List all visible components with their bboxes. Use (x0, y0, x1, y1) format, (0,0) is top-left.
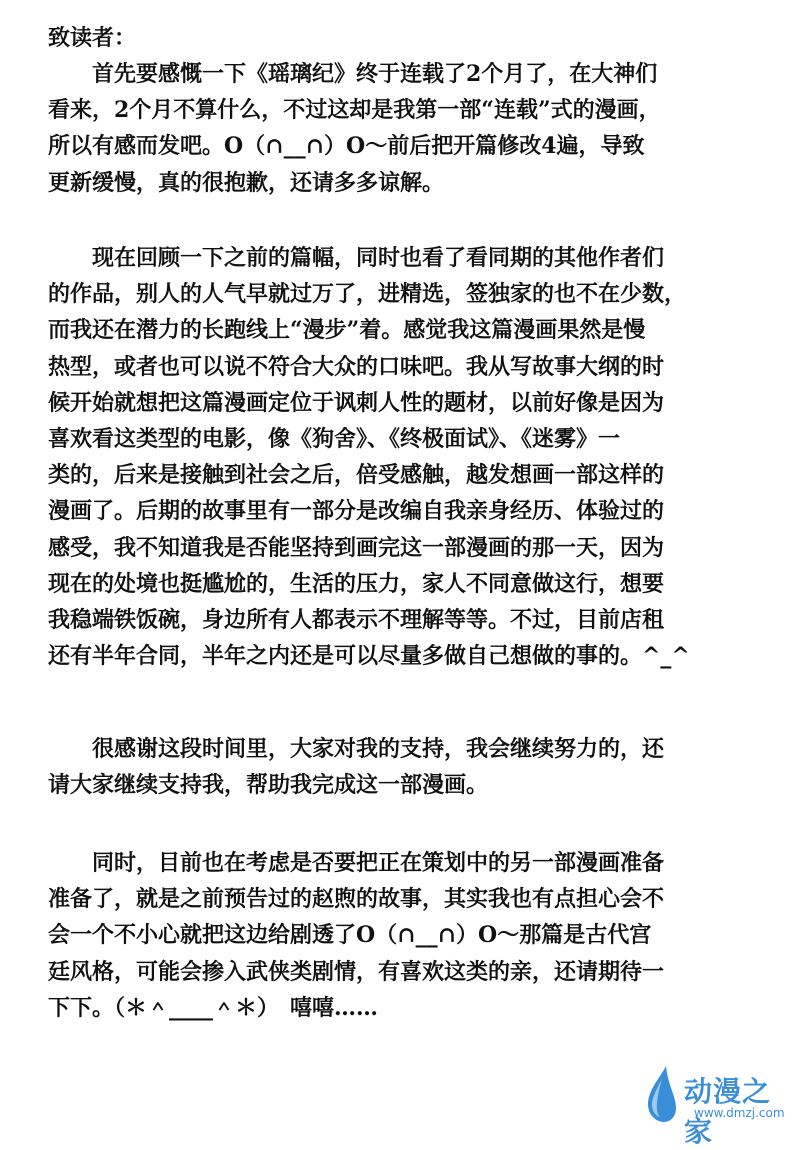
text-line: 现在的处境也挺尴尬的，生活的压力，家人不同意做这行，想要 (48, 570, 665, 597)
text-line: 请大家继续支持我，帮助我完成这一部漫画。 (48, 772, 489, 799)
letter-greeting: 致读者： (48, 25, 137, 51)
text-line: 候开始就想把这篇漫画定位于讽刺人性的题材，以前好像是因为 (48, 389, 665, 416)
text-line: 我稳端铁饭碗，身边所有人都表示不理解等等。不过，目前店租 (48, 607, 665, 634)
text-line: 同时，目前也在考虑是否要把正在策划中的另一部漫画准备 (48, 850, 665, 876)
letter-paragraph-1 (48, 56, 760, 201)
letter-paragraph-4 (48, 845, 760, 1026)
letter-paragraph-2 (48, 240, 760, 674)
text-line: 很感谢这段时间里，大家对我的支持，我会继续努力的，还 (48, 736, 665, 762)
text-line: 所以有感而发吧。O（∩__∩）O～前后把开篇修改4遍，导致 (48, 133, 645, 160)
watermark-site-url: www.dmzj.com (694, 1106, 785, 1120)
text-line: 准备了，就是之前预告过的赵煦的故事，其实我也有点担心会不 (48, 886, 665, 913)
text-line: 更新缓慢，真的很抱歉，还请多多谅解。 (48, 169, 445, 196)
text-line: 看来，2个月不算什么，不过这却是我第一部“连载”式的漫画， (48, 97, 661, 124)
text-line: 下下。（＊＾____＾＊） 嘻嘻…… (48, 994, 379, 1021)
text-line: 首先要感慨一下《瑶璃纪》终于连载了2个月了，在大神们 (48, 61, 658, 87)
text-line: 漫画了。后期的故事里有一部分是改编自我亲身经历、体验过的 (48, 498, 665, 525)
text-line: 廷风格，可能会掺入武侠类剧情，有喜欢这类的亲，还请期待一 (48, 958, 665, 985)
text-line: 类的，后来是接触到社会之后，倍受感触，越发想画一部这样的 (48, 462, 665, 489)
letter-paragraph-3 (48, 731, 760, 803)
water-drop-icon (640, 1064, 680, 1124)
text-line: 而我还在潜力的长跑线上“漫步”着。感觉我这篇漫画果然是慢 (48, 317, 646, 344)
site-watermark (640, 1062, 790, 1148)
text-line: 感受，我不知道我是否能坚持到画完这一部漫画的那一天，因为 (48, 534, 665, 561)
text-line: 热型，或者也可以说不符合大众的口味吧。我从写故事大纲的时 (48, 353, 665, 380)
text-line: 还有半年合同，半年之内还是可以尽量多做自己想做的事的。^_^ (48, 643, 690, 670)
watermark-site-name: 动漫之家 (684, 1075, 772, 1148)
text-line: 的作品，别人的人气早就过万了，进精选，签独家的也不在少数， (48, 281, 687, 308)
text-line: 现在回顾一下之前的篇幅，同时也看了看同期的其他作者们 (48, 245, 665, 271)
text-line: 喜欢看这类型的电影，像《狗舍》、《终极面试》、《迷雾》一 (48, 426, 621, 453)
text-line: 会一个不小心就把这边给剧透了O（∩__∩）O～那篇是古代宫 (48, 922, 652, 949)
